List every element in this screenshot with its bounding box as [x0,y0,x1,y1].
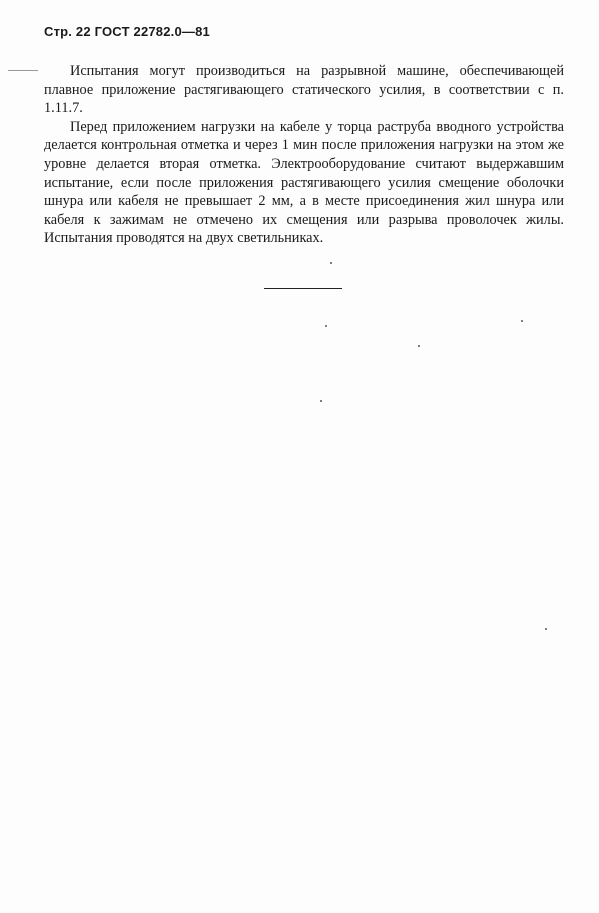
scan-speck [545,628,547,630]
page-header: Стр. 22 ГОСТ 22782.0—81 [44,24,210,39]
scan-speck [418,345,420,347]
scan-speck [8,70,38,71]
paragraph-1: Испытания могут производиться на разрывной машине, обеспечивающей плавное приложение растягивающего статического усилия, в соответствии с п. 1.11.7. [44,63,564,117]
section-divider [264,288,342,289]
body-text [44,62,564,248]
scan-speck [320,400,322,402]
scan-speck [325,325,327,327]
scan-speck [330,262,332,264]
paragraph-2: Перед приложением нагрузки на кабеле у торца раструба вводного устройства делается контрольная отметка и через 1 мин после приложения нагрузки на этом же уровне делается вторая отметка. Электрооборудование считают выдержавшим испытание, если после приложения растягивающего усилия смещение оболочки шнура или кабеля не превышает 2 мм, а в месте присоединения жил шнура или кабеля к зажимам не отмечено их смещения или разрыва проволочек жилы. Испытания проводятся на двух светильниках. [44,118,564,247]
scan-speck [521,320,523,322]
